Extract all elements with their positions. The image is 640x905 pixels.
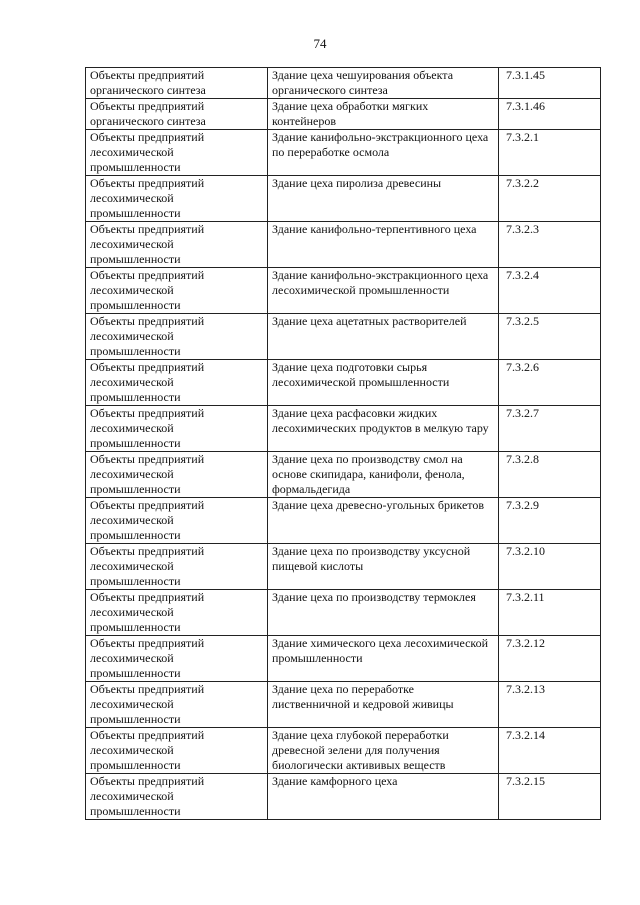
building-name-cell: Здание цеха древесно-угольных брикетов — [268, 498, 499, 544]
building-name-cell: Здание цеха чешуирования объекта органического синтеза — [268, 68, 499, 99]
table-row — [86, 682, 601, 728]
table-row — [86, 130, 601, 176]
registry-table-body — [86, 68, 601, 820]
table-row — [86, 406, 601, 452]
object-type-cell: Объекты предприятий лесохимической промышленности — [86, 544, 268, 590]
page-number: 74 — [313, 36, 327, 51]
classification-code-cell: 7.3.2.15 — [499, 774, 601, 820]
building-name-cell: Здание канифольно-экстракционного цеха лесохимической промышленности — [268, 268, 499, 314]
classification-code-cell: 7.3.2.6 — [499, 360, 601, 406]
table-row — [86, 452, 601, 498]
classification-code-cell: 7.3.2.9 — [499, 498, 601, 544]
registry-table — [85, 67, 601, 820]
building-name-cell: Здание цеха глубокой переработки древесной зелени для получения биологически актививых веществ — [268, 728, 499, 774]
object-type-cell: Объекты предприятий органического синтеза — [86, 99, 268, 130]
building-name-cell: Здание химического цеха лесохимической промышленности — [268, 636, 499, 682]
building-name-cell: Здание камфорного цеха — [268, 774, 499, 820]
table-row — [86, 314, 601, 360]
table-row — [86, 498, 601, 544]
classification-code-cell: 7.3.2.5 — [499, 314, 601, 360]
classification-code-cell: 7.3.2.8 — [499, 452, 601, 498]
object-type-cell: Объекты предприятий лесохимической промышленности — [86, 268, 268, 314]
building-name-cell: Здание цеха по производству термоклея — [268, 590, 499, 636]
building-name-cell: Здание цеха по производству смол на основе скипидара, канифоли, фенола, формальдегида — [268, 452, 499, 498]
table-row — [86, 222, 601, 268]
table-row — [86, 68, 601, 99]
building-name-cell: Здание цеха подготовки сырья лесохимической промышленности — [268, 360, 499, 406]
object-type-cell: Объекты предприятий лесохимической промышленности — [86, 498, 268, 544]
building-name-cell: Здание цеха по переработке лиственничной и кедровой живицы — [268, 682, 499, 728]
building-name-cell: Здание цеха по производству уксусной пищевой кислоты — [268, 544, 499, 590]
table-row — [86, 636, 601, 682]
classification-code-cell: 7.3.2.13 — [499, 682, 601, 728]
table-row — [86, 544, 601, 590]
object-type-cell: Объекты предприятий органического синтеза — [86, 68, 268, 99]
object-type-cell: Объекты предприятий лесохимической промышленности — [86, 452, 268, 498]
classification-code-cell: 7.3.2.4 — [499, 268, 601, 314]
classification-code-cell: 7.3.2.1 — [499, 130, 601, 176]
table-row — [86, 590, 601, 636]
object-type-cell: Объекты предприятий лесохимической промышленности — [86, 682, 268, 728]
table-row — [86, 268, 601, 314]
building-name-cell: Здание цеха ацетатных растворителей — [268, 314, 499, 360]
object-type-cell: Объекты предприятий лесохимической промышленности — [86, 636, 268, 682]
classification-code-cell: 7.3.2.7 — [499, 406, 601, 452]
object-type-cell: Объекты предприятий лесохимической промышленности — [86, 360, 268, 406]
table-row — [86, 774, 601, 820]
classification-code-cell: 7.3.2.12 — [499, 636, 601, 682]
building-name-cell: Здание цеха пиролиза древесины — [268, 176, 499, 222]
object-type-cell: Объекты предприятий лесохимической промышленности — [86, 222, 268, 268]
building-name-cell: Здание цеха расфасовки жидких лесохимических продуктов в мелкую тару — [268, 406, 499, 452]
table-row — [86, 176, 601, 222]
object-type-cell: Объекты предприятий лесохимической промышленности — [86, 176, 268, 222]
table-row — [86, 99, 601, 130]
classification-code-cell: 7.3.1.45 — [499, 68, 601, 99]
table-row — [86, 728, 601, 774]
building-name-cell: Здание цеха обработки мягких контейнеров — [268, 99, 499, 130]
classification-code-cell: 7.3.2.2 — [499, 176, 601, 222]
building-name-cell: Здание канифольно-терпентивного цеха — [268, 222, 499, 268]
building-name-cell: Здание канифольно-экстракционного цеха по переработке осмола — [268, 130, 499, 176]
object-type-cell: Объекты предприятий лесохимической промышленности — [86, 590, 268, 636]
classification-code-cell: 7.3.2.11 — [499, 590, 601, 636]
object-type-cell: Объекты предприятий лесохимической промышленности — [86, 406, 268, 452]
object-type-cell: Объекты предприятий лесохимической промышленности — [86, 314, 268, 360]
object-type-cell: Объекты предприятий лесохимической промышленности — [86, 728, 268, 774]
object-type-cell: Объекты предприятий лесохимической промышленности — [86, 130, 268, 176]
object-type-cell: Объекты предприятий лесохимической промышленности — [86, 774, 268, 820]
table-row — [86, 360, 601, 406]
classification-code-cell: 7.3.2.3 — [499, 222, 601, 268]
classification-code-cell: 7.3.2.10 — [499, 544, 601, 590]
classification-code-cell: 7.3.1.46 — [499, 99, 601, 130]
classification-code-cell: 7.3.2.14 — [499, 728, 601, 774]
